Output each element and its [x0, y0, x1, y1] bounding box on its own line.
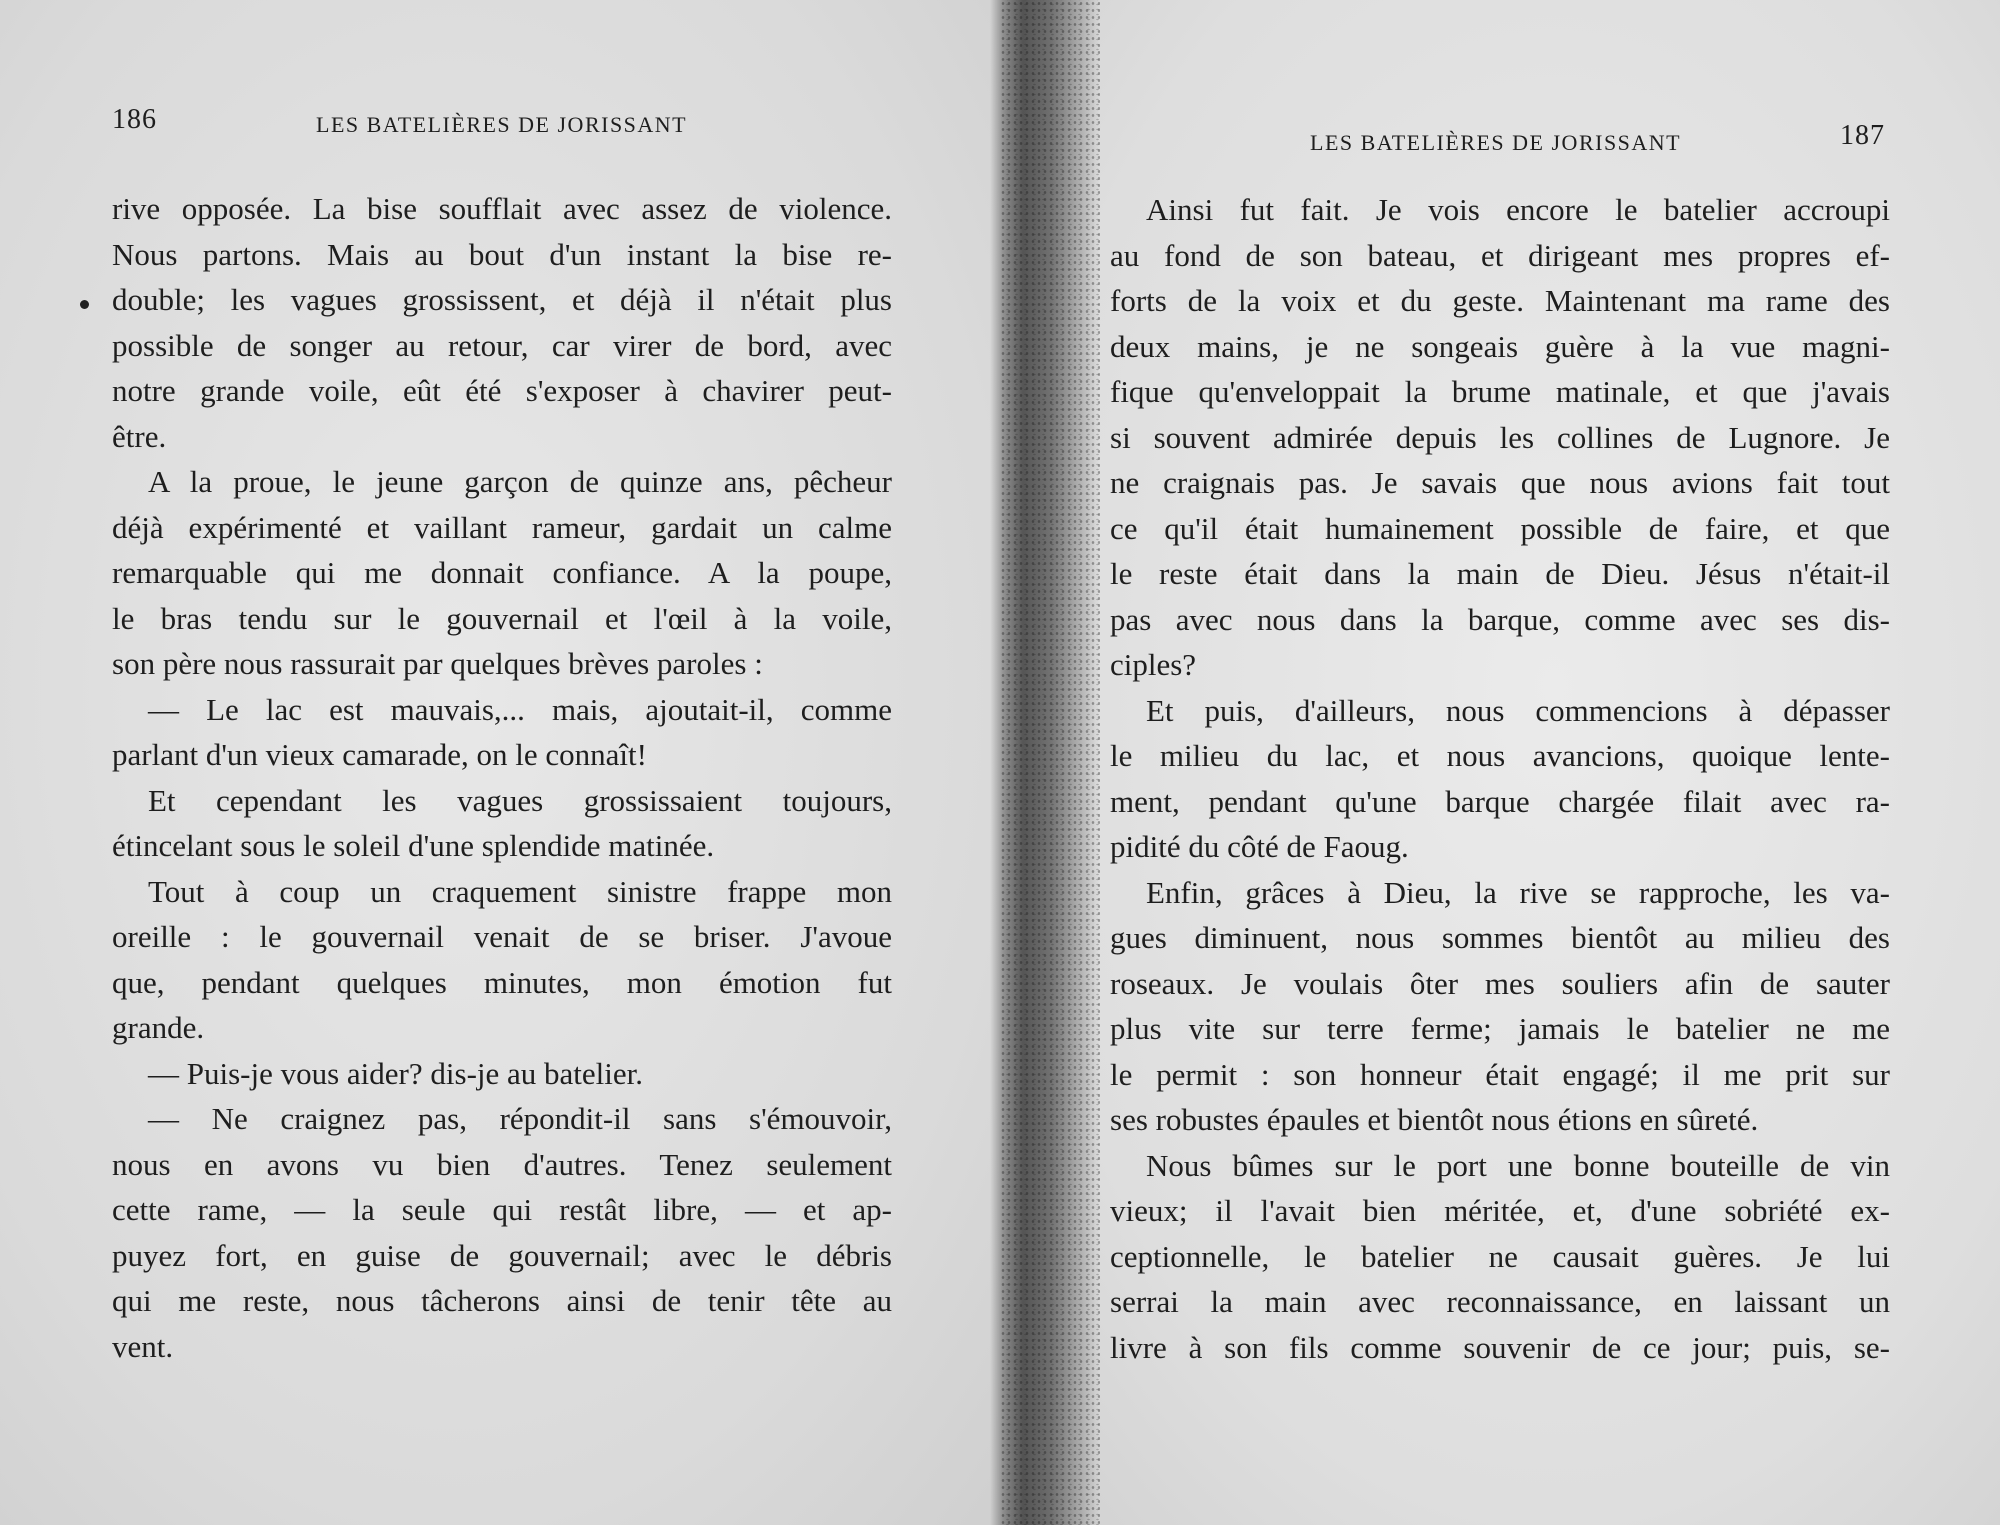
text-line: A la proue, le jeune garçon de quinze ans, pêcheur: [148, 464, 892, 499]
text-line: le milieu du lac, et nous avancions, quoique lente-: [1110, 738, 1890, 773]
text-line: — Ne craignez pas, répondit-il sans s'émouvoir,: [148, 1101, 892, 1136]
left-running-title: LES BATELIÈRES DE JORISSANT: [316, 112, 688, 137]
left-page-text: [112, 186, 892, 1369]
text-line: Ainsi fut fait. Je vois encore le batelier accroupi: [1146, 192, 1890, 227]
text-line: ment, pendant qu'une barque chargée filait avec ra-: [1110, 783, 1890, 819]
text-line: au fond de son bateau, et dirigeant mes propres ef-: [1110, 237, 1890, 273]
text-line: que, pendant quelques minutes, mon émotion fut: [112, 964, 892, 1000]
text-line: oreille : le gouvernail venait de se briser. J'avoue: [112, 919, 892, 954]
text-line: roseaux. Je voulais ôter mes souliers afin de sauter: [1110, 965, 1890, 1001]
right-page-text: [1110, 187, 1890, 1370]
text-line: Enfin, grâces à Dieu, la rive se rapproche, les va-: [1146, 874, 1890, 910]
text-line: plus vite sur terre ferme; jamais le batelier ne me: [1110, 1011, 1890, 1046]
text-line: ne craignais pas. Je savais que nous avions fait tout: [1110, 465, 1890, 500]
text-line: vieux; il l'avait bien méritée, et, d'une sobriété ex-: [1110, 1193, 1890, 1228]
text-line: rive opposée. La bise soufflait avec assez de violence.: [112, 191, 892, 226]
text-line: le reste était dans la main de Dieu. Jésus n'était-il: [1110, 556, 1890, 591]
text-line: — Le lac est mauvais,... mais, ajoutait-il, comme: [148, 691, 892, 727]
text-line: parlant d'un vieux camarade, on le connaît!: [112, 737, 647, 772]
right-page: [1010, 0, 2000, 1525]
text-line: — Puis-je vous aider? dis-je au batelier.: [148, 1055, 644, 1091]
right-running-title: LES BATELIÈRES DE JORISSANT: [1310, 130, 1682, 155]
text-line: serrai la main avec reconnaissance, en laissant un: [1110, 1284, 1890, 1319]
text-line: pidité du côté de Faoug.: [1110, 829, 1409, 864]
text-line: le bras tendu sur le gouvernail et l'œil à la voile,: [112, 600, 892, 636]
text-line: gues diminuent, nous sommes bientôt au milieu des: [1110, 920, 1890, 955]
text-line: ceptionnelle, le batelier ne causait guères. Je lui: [1110, 1238, 1890, 1274]
text-line: nous en avons vu bien d'autres. Tenez seulement: [112, 1146, 892, 1182]
text-line: puyez fort, en guise de gouvernail; avec le débris: [112, 1237, 892, 1273]
text-line: forts de la voix et du geste. Maintenant ma rame des: [1110, 283, 1890, 318]
left-page-number: 186: [112, 104, 157, 135]
text-line: vent.: [112, 1328, 174, 1364]
text-line: qui me reste, nous tâcherons ainsi de tenir tête au: [112, 1283, 892, 1318]
text-line: grande.: [112, 1010, 205, 1045]
text-line: remarquable qui me donnait confiance. A la poupe,: [112, 555, 892, 590]
text-line: deux mains, je ne songeais guère à la vue magni-: [1110, 328, 1890, 364]
text-line: pas avec nous dans la barque, comme avec ses dis-: [1110, 601, 1890, 637]
text-line: le permit : son honneur était engagé; il me prit sur: [1110, 1056, 1890, 1092]
text-line: son père nous rassurait par quelques brèves paroles :: [112, 646, 763, 681]
text-line: Et puis, d'ailleurs, nous commencions à dépasser: [1146, 692, 1890, 728]
text-line: Et cependant les vagues grossissaient toujours,: [148, 782, 892, 818]
text-line: Tout à coup un craquement sinistre frappe mon: [148, 873, 892, 909]
text-line: ses robustes épaules et bientôt nous étions en sûreté.: [1110, 1102, 1759, 1137]
right-page-number: 187: [1840, 120, 1885, 151]
text-line: ciples?: [1110, 647, 1197, 682]
text-line: fique qu'enveloppait la brume matinale, et que j'avais: [1110, 374, 1890, 409]
text-line: Nous bûmes sur le port une bonne bouteille de vin: [1146, 1147, 1890, 1183]
text-line: Nous partons. Mais au bout d'un instant la bise re-: [112, 236, 892, 272]
text-line: ce qu'il était humainement possible de faire, et que: [1110, 510, 1890, 546]
text-line: cette rame, — la seule qui restât libre, — et ap-: [112, 1192, 892, 1227]
text-line: étincelant sous le soleil d'une splendide matinée.: [112, 828, 715, 863]
text-line: déjà expérimenté et vaillant rameur, gardait un calme: [112, 509, 892, 545]
text-line: notre grande voile, eût été s'exposer à chavirer peut-: [112, 373, 892, 408]
margin-dot: [80, 300, 89, 309]
text-line: livre à son fils comme souvenir de ce jour; puis, se-: [1110, 1329, 1890, 1365]
text-line: si souvent admirée depuis les collines de Lugnore. Je: [1110, 419, 1890, 455]
text-line: possible de songer au retour, car virer de bord, avec: [112, 327, 892, 363]
text-line: double; les vagues grossissent, et déjà il n'était plus: [112, 282, 892, 317]
text-line: être.: [112, 418, 167, 454]
gutter-speckle: [1000, 0, 1100, 1525]
